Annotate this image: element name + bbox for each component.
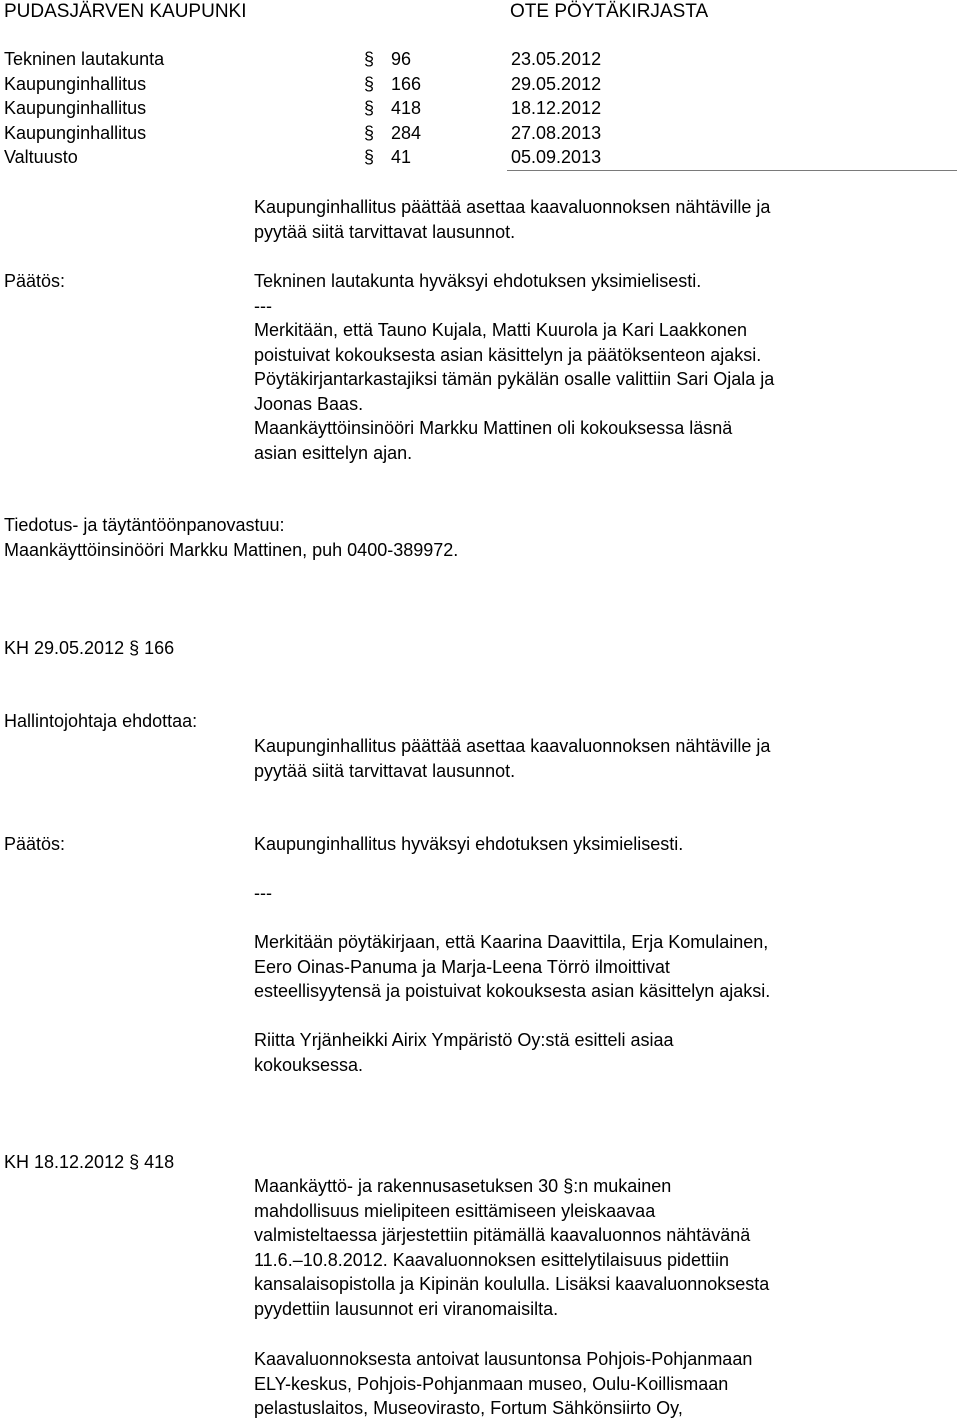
- text-line: Kaavaluonnoksesta antoivat lausuntonsa Pohjois-Pohjanmaan: [254, 1349, 753, 1369]
- text-line: pyytää siitä tarvittavat lausunnot.: [254, 221, 516, 242]
- meeting-row: [4, 121, 954, 146]
- text-line: Maankäyttöinsinööri Markku Mattinen oli kokouksessa läsnä: [254, 418, 733, 438]
- meeting-row: [4, 72, 954, 97]
- proposer-label: Hallintojohtaja ehdottaa:: [4, 711, 198, 731]
- text-line: Kaupunginhallitus päättää asettaa kaavaluonnoksen nähtäville ja: [254, 736, 771, 756]
- text-line: Eero Oinas-Panuma ja Marja-Leena Törrö ilmoittivat: [254, 956, 670, 977]
- section-sign: §: [563, 1176, 574, 1196]
- text-line: pelastuslaitos, Museovirasto, Fortum Sähkönsiirto Oy,: [254, 1398, 683, 1418]
- meeting-section-number: 41: [391, 147, 412, 167]
- text-line: Riitta Yrjänheikki Airix Ympäristö Oy:stä esitteli asiaa: [254, 1030, 674, 1050]
- text-line: valmisteltaessa järjestettiin pitämällä kaavaluonnos nähtävänä: [254, 1225, 751, 1245]
- section-heading-kh166: [4, 636, 944, 661]
- text-line: pyydettiin lausunnot eri viranomaisilta.: [254, 1298, 559, 1319]
- responsibility-block: [4, 513, 944, 562]
- heading-number: 418: [144, 1152, 175, 1172]
- text-line: ELY-keskus, Pohjois-Pohjanmaan museo, Oulu-Koillismaan: [254, 1373, 729, 1394]
- text-line: kansalaisopistolla ja Kipinän koululla. Lisäksi kaavaluonnoksesta: [254, 1274, 770, 1294]
- separator: ---: [254, 883, 272, 903]
- kh418-paragraph-1: [254, 1174, 914, 1321]
- text-line: mahdollisuus mielipiteen esittämiseen yleiskaavaa: [254, 1200, 656, 1221]
- meeting-date: 05.09.2013: [511, 147, 602, 167]
- kh418-paragraph-2: [254, 1347, 914, 1421]
- text-fragment: Maankäyttö- ja rakennusasetuksen 30: [254, 1176, 559, 1196]
- decision-text: Kaupunginhallitus hyväksyi ehdotuksen yksimielisesti.: [254, 834, 684, 854]
- meeting-row: [4, 96, 954, 121]
- text-line: asian esittelyn ajan.: [254, 442, 413, 463]
- text-line: kokouksessa.: [254, 1054, 364, 1075]
- meeting-section-number: 96: [391, 49, 412, 69]
- text-line: 11.6.–10.8.2012. Kaavaluonnoksen esittelytilaisuus pidettiin: [254, 1249, 729, 1270]
- meeting-date: 23.05.2012: [511, 49, 602, 69]
- text-line: pyytää siitä tarvittavat lausunnot.: [254, 760, 516, 781]
- organization-name: PUDASJÄRVEN KAUPUNKI: [4, 1, 247, 22]
- meeting-body: Kaupunginhallitus: [4, 73, 147, 94]
- section-sign: §: [129, 1152, 140, 1172]
- header-divider: [507, 170, 957, 171]
- section-sign: §: [129, 638, 140, 658]
- meeting-section-number: 284: [391, 122, 422, 143]
- kh166-note2: [254, 1028, 914, 1077]
- responsibility-person: Maankäyttöinsinööri Markku Mattinen, puh 0400-389972.: [4, 539, 459, 560]
- text-fragment: :n mukainen: [573, 1176, 672, 1196]
- text-line: Merkitään pöytäkirjaan, että Kaarina Daavittila, Erja Komulainen,: [254, 932, 769, 952]
- kh166-note1: [254, 930, 914, 1004]
- document-type: OTE PÖYTÄKIRJASTA: [510, 1, 709, 22]
- section-sign: §: [364, 122, 375, 143]
- responsibility-label: Tiedotus- ja täytäntöönpanovastuu:: [4, 515, 285, 535]
- decision-label: Päätös:: [4, 834, 66, 854]
- kh166-proposal: [254, 734, 914, 783]
- meeting-body: Valtuusto: [4, 147, 78, 167]
- meeting-date: 29.05.2012: [511, 73, 602, 94]
- meeting-body: Tekninen lautakunta: [4, 49, 165, 69]
- decision-label: Päätös:: [4, 271, 66, 291]
- heading-date: KH 29.05.2012: [4, 638, 125, 658]
- text-line: [254, 1174, 914, 1199]
- text-line: Joonas Baas.: [254, 393, 364, 414]
- meeting-section-number: 418: [391, 98, 422, 118]
- meeting-body: Kaupunginhallitus: [4, 98, 147, 118]
- decision-text: Tekninen lautakunta hyväksyi ehdotuksen yksimielisesti.: [254, 271, 702, 291]
- meeting-date: 27.08.2013: [511, 122, 602, 143]
- section-sign: §: [364, 73, 375, 94]
- text-line: esteellisyytensä ja poistuivat kokouksesta asian käsittelyn ajaksi.: [254, 981, 771, 1001]
- meeting-date: 18.12.2012: [511, 98, 602, 118]
- section-sign: §: [364, 147, 375, 167]
- meeting-body: Kaupunginhallitus: [4, 122, 147, 143]
- kh166-decision: [254, 832, 914, 857]
- separator: ---: [254, 295, 272, 316]
- meeting-row: [4, 47, 954, 72]
- tela-proposal: [254, 195, 914, 244]
- text-line: Pöytäkirjantarkastajiksi tämän pykälän osalle valittiin Sari Ojala ja: [254, 369, 775, 389]
- section-sign: §: [364, 98, 375, 118]
- text-line: poistuivat kokouksesta asian käsittelyn ja päätöksenteon ajaksi.: [254, 344, 762, 365]
- text-line: Kaupunginhallitus päättää asettaa kaavaluonnoksen nähtäville ja: [254, 197, 771, 217]
- meeting-row: [4, 145, 954, 170]
- meeting-section-number: 166: [391, 73, 422, 94]
- section-sign: §: [364, 49, 375, 69]
- heading-number: 166: [144, 638, 175, 658]
- section-heading-kh418: [4, 1150, 944, 1175]
- tela-decision: [254, 269, 914, 465]
- heading-date: KH 18.12.2012: [4, 1152, 125, 1172]
- text-line: Merkitään, että Tauno Kujala, Matti Kuurola ja Kari Laakkonen: [254, 320, 747, 340]
